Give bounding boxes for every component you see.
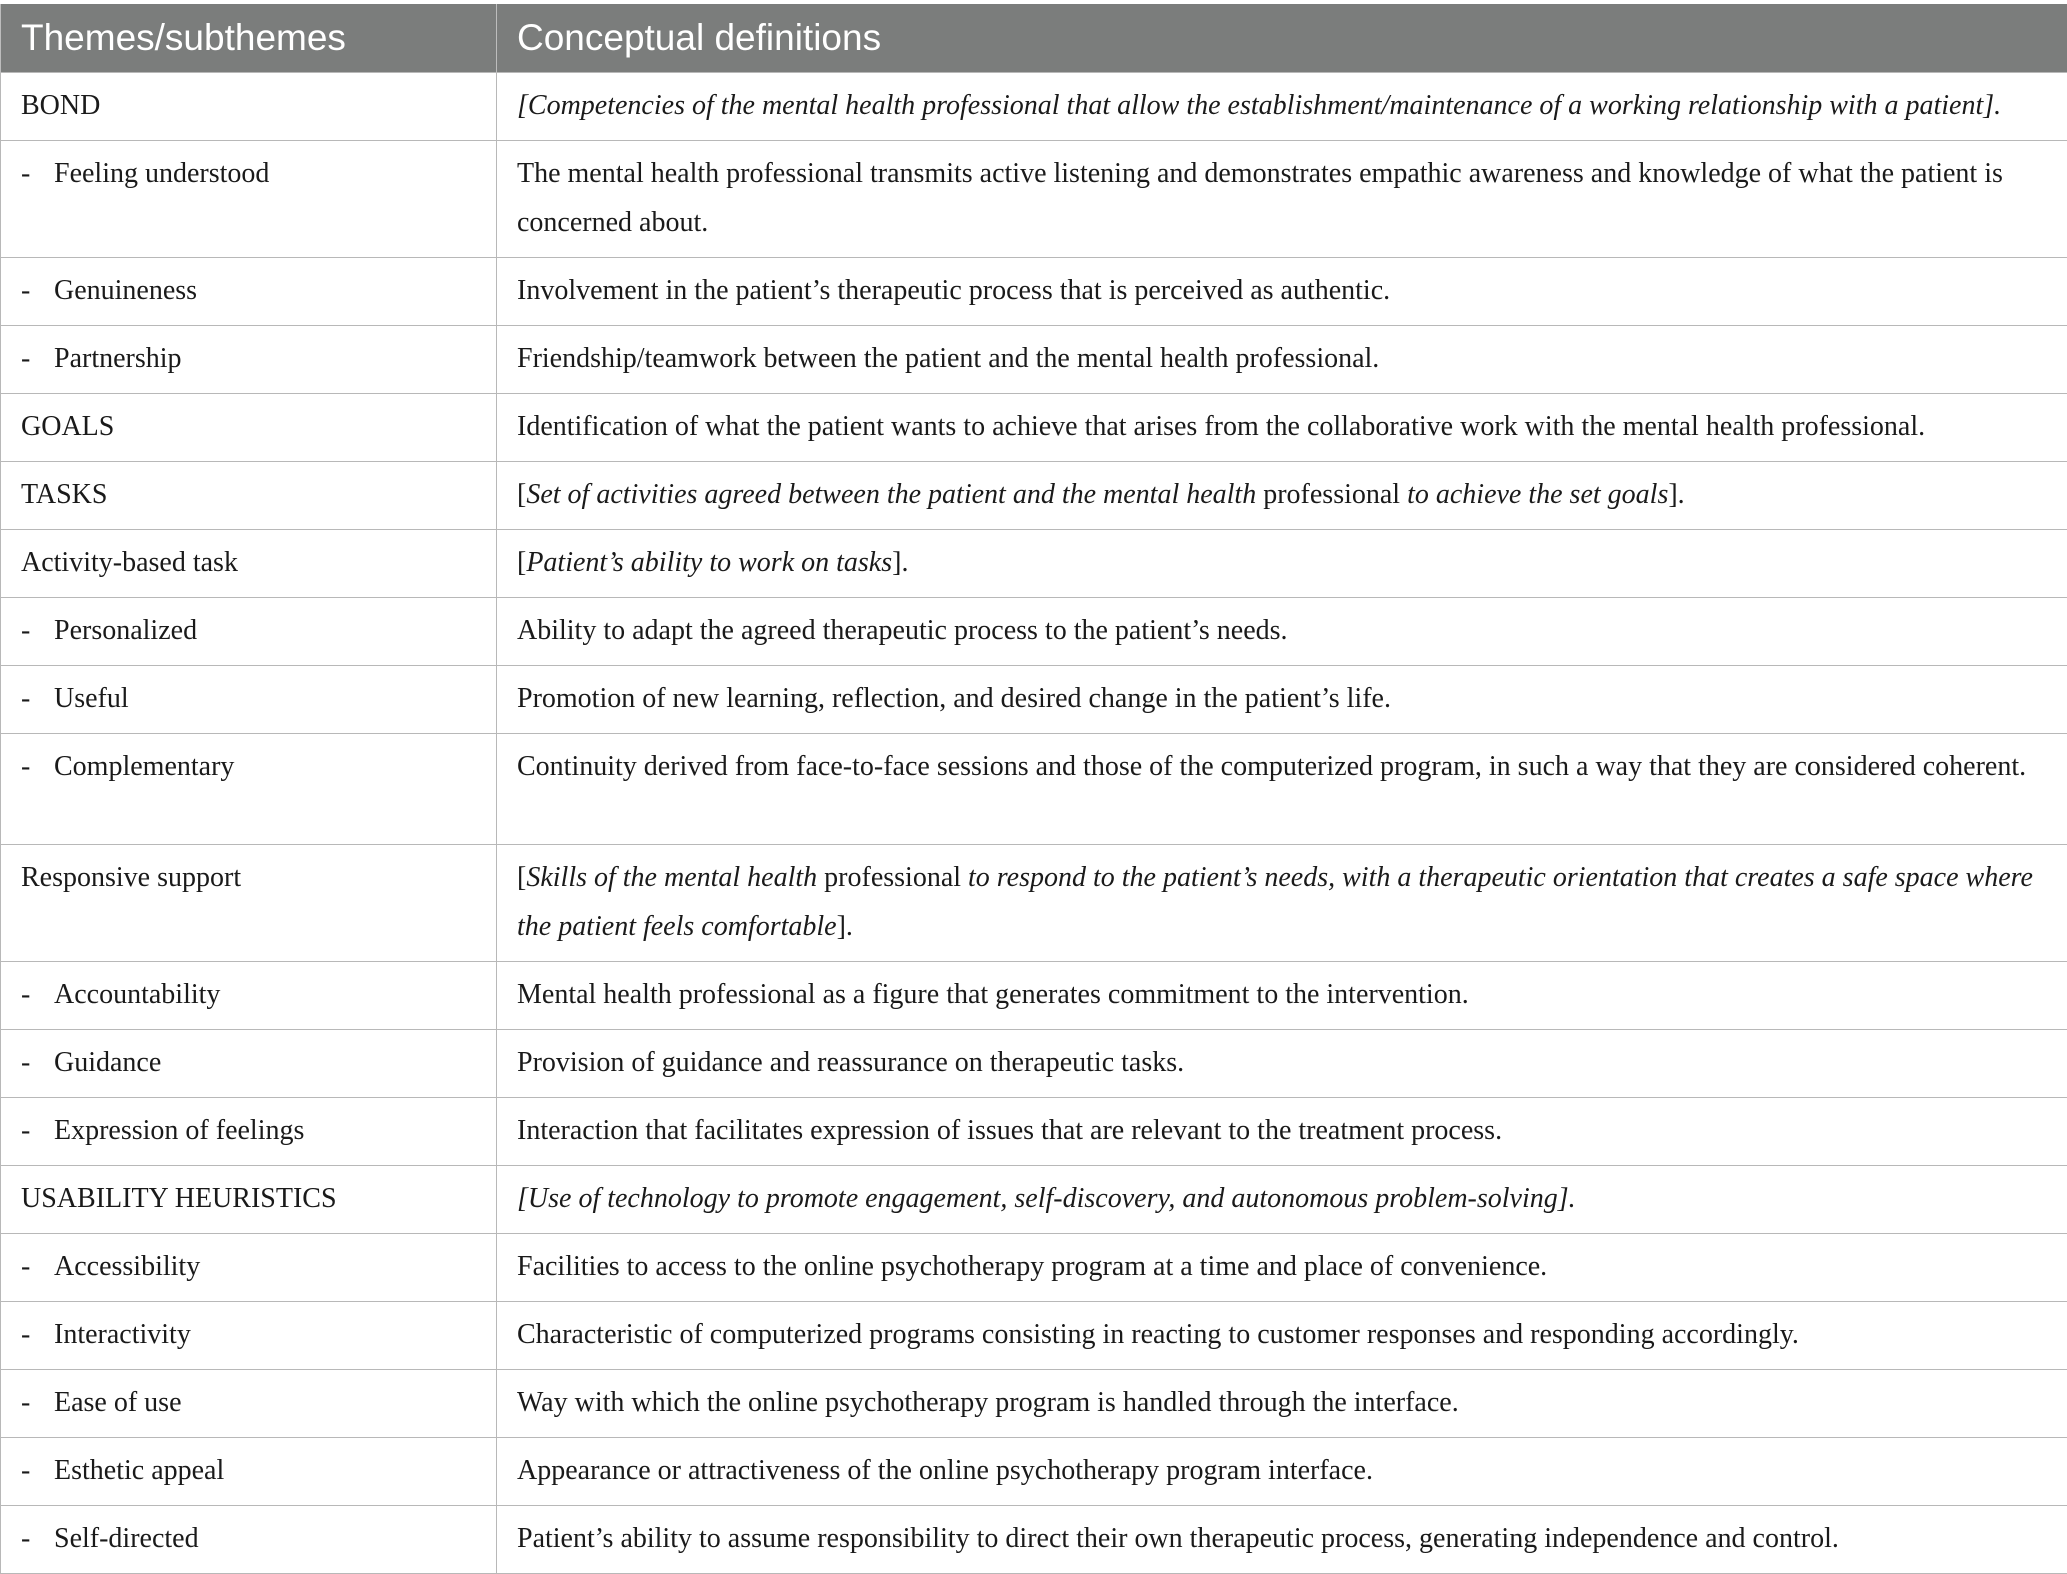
theme-cell xyxy=(1,1098,497,1166)
theme-cell xyxy=(1,394,497,462)
table-row xyxy=(1,1506,2067,1574)
theme-cell xyxy=(1,598,497,666)
subtheme-dash: - xyxy=(21,1378,54,1427)
theme-cell xyxy=(1,1030,497,1098)
definition-cell xyxy=(497,845,2067,962)
theme-label: TASKS xyxy=(21,479,107,510)
definition-cell xyxy=(497,394,2067,462)
subtheme-dash: - xyxy=(21,149,54,198)
theme-cell xyxy=(1,666,497,734)
subtheme-label: Partnership xyxy=(54,343,182,374)
definition-cell xyxy=(497,962,2067,1030)
definition-text: The mental health professional transmits active listening and demonstrates empathic awareness and knowledge of what the patient is concerned about. xyxy=(517,158,2003,238)
subtheme-label: Genuineness xyxy=(54,275,197,306)
theme-cell xyxy=(1,258,497,326)
definition-cell xyxy=(497,1370,2067,1438)
definition-text: to respond to the patient’s needs, with a therapeutic orientation that creates a safe space where the patient feels comfortable xyxy=(517,862,2033,942)
theme-cell xyxy=(1,845,497,962)
definition-cell xyxy=(497,734,2067,845)
theme-cell xyxy=(1,962,497,1030)
definition-text: to achieve the set goals xyxy=(1407,479,1668,510)
table-row xyxy=(1,962,2067,1030)
subtheme-dash: - xyxy=(21,1038,54,1087)
table-row xyxy=(1,1030,2067,1098)
definition-text: Patient’s ability to work on tasks xyxy=(526,547,892,578)
definition-text: [Competencies of the mental health professional that allow the establishment/maintenance of a working relationship with a patient]. xyxy=(517,90,2001,121)
table-row xyxy=(1,530,2067,598)
theme-label: GOALS xyxy=(21,411,114,442)
definition-text: Friendship/teamwork between the patient and the mental health professional. xyxy=(517,343,1379,374)
definition-cell xyxy=(497,1234,2067,1302)
subtheme-label: Interactivity xyxy=(54,1319,191,1350)
subtheme-dash: - xyxy=(21,606,54,655)
theme-cell xyxy=(1,734,497,845)
definition-text: Skills of the mental health xyxy=(526,862,817,893)
subtheme-dash: - xyxy=(21,1310,54,1359)
definition-text: Provision of guidance and reassurance on therapeutic tasks. xyxy=(517,1047,1184,1078)
theme-cell xyxy=(1,1166,497,1234)
table-row xyxy=(1,1370,2067,1438)
definition-text: Promotion of new learning, reflection, and desired change in the patient’s life. xyxy=(517,683,1391,714)
theme-label: BOND xyxy=(21,90,100,121)
header-definitions: Conceptual definitions xyxy=(497,4,2067,73)
header-themes: Themes/subthemes xyxy=(1,4,497,73)
definition-text: [ xyxy=(517,547,526,578)
definition-cell xyxy=(497,1506,2067,1574)
subtheme-label: Accountability xyxy=(54,979,220,1010)
subtheme-label: Ease of use xyxy=(54,1387,182,1418)
subtheme-label: Complementary xyxy=(54,751,234,782)
definition-cell xyxy=(497,1302,2067,1370)
theme-cell xyxy=(1,326,497,394)
definition-cell xyxy=(497,73,2067,141)
definition-cell xyxy=(497,598,2067,666)
subtheme-label: Personalized xyxy=(54,615,197,646)
definition-text: Continuity derived from face-to-face sessions and those of the computerized program, in such a way that they are considered coherent. xyxy=(517,751,2026,782)
subtheme-dash: - xyxy=(21,1514,54,1563)
definition-text: professional xyxy=(1256,479,1407,510)
definition-text: Set of activities agreed between the patient and the mental health xyxy=(526,479,1256,510)
table-row xyxy=(1,326,2067,394)
theme-cell xyxy=(1,1370,497,1438)
subtheme-dash: - xyxy=(21,674,54,723)
subtheme-label: Feeling understood xyxy=(54,158,269,189)
definition-text: ]. xyxy=(837,911,853,942)
definition-text: Patient’s ability to assume responsibility to direct their own therapeutic process, generating independence and control. xyxy=(517,1523,1839,1554)
table-row xyxy=(1,394,2067,462)
definition-text: Appearance or attractiveness of the online psychotherapy program interface. xyxy=(517,1455,1373,1486)
subtheme-label: Expression of feelings xyxy=(54,1115,304,1146)
theme-cell xyxy=(1,1506,497,1574)
header-row xyxy=(1,4,2067,73)
definition-text: Facilities to access to the online psychotherapy program at a time and place of convenience. xyxy=(517,1251,1547,1282)
definition-cell xyxy=(497,326,2067,394)
table-row xyxy=(1,666,2067,734)
table-row xyxy=(1,462,2067,530)
table-row xyxy=(1,845,2067,962)
subtheme-dash: - xyxy=(21,742,54,791)
theme-cell xyxy=(1,530,497,598)
definition-cell xyxy=(497,1030,2067,1098)
subtheme-label: Esthetic appeal xyxy=(54,1455,224,1486)
theme-cell xyxy=(1,73,497,141)
subtheme-label: Self-directed xyxy=(54,1523,199,1554)
definition-cell xyxy=(497,1166,2067,1234)
theme-cell xyxy=(1,141,497,258)
table-row xyxy=(1,1166,2067,1234)
table-body xyxy=(1,73,2067,1574)
table-row xyxy=(1,598,2067,666)
definition-cell xyxy=(497,141,2067,258)
table-row xyxy=(1,1302,2067,1370)
subtheme-dash: - xyxy=(21,334,54,383)
theme-cell xyxy=(1,1302,497,1370)
definition-text: Mental health professional as a figure that generates commitment to the intervention. xyxy=(517,979,1469,1010)
table-row xyxy=(1,141,2067,258)
definition-text: [ xyxy=(517,479,526,510)
definition-text: Involvement in the patient’s therapeutic process that is perceived as authentic. xyxy=(517,275,1390,306)
definition-cell xyxy=(497,462,2067,530)
definition-text: [Use of technology to promote engagement, self-discovery, and autonomous problem-solving]. xyxy=(517,1183,1576,1214)
definition-text: Ability to adapt the agreed therapeutic process to the patient’s needs. xyxy=(517,615,1288,646)
table-row xyxy=(1,73,2067,141)
definition-cell xyxy=(497,1098,2067,1166)
table-row xyxy=(1,1234,2067,1302)
definition-text: Interaction that facilitates expression of issues that are relevant to the treatment process. xyxy=(517,1115,1502,1146)
subtheme-label: Guidance xyxy=(54,1047,161,1078)
theme-cell xyxy=(1,462,497,530)
subtheme-dash: - xyxy=(21,970,54,1019)
definition-text: professional xyxy=(817,862,968,893)
definition-text: Identification of what the patient wants to achieve that arises from the collaborative work with the mental health professional. xyxy=(517,411,1925,442)
definition-cell xyxy=(497,258,2067,326)
table-header xyxy=(1,4,2067,73)
subtheme-dash: - xyxy=(21,266,54,315)
theme-cell xyxy=(1,1234,497,1302)
subtheme-label: Useful xyxy=(54,683,129,714)
theme-label: USABILITY HEURISTICS xyxy=(21,1183,337,1214)
definition-cell xyxy=(497,666,2067,734)
table-row xyxy=(1,258,2067,326)
theme-label: Responsive support xyxy=(21,862,241,893)
definitions-table-wrapper xyxy=(0,4,2067,1574)
definition-cell xyxy=(497,1438,2067,1506)
themes-definitions-table xyxy=(0,4,2067,1574)
subtheme-label: Accessibility xyxy=(54,1251,200,1282)
theme-cell xyxy=(1,1438,497,1506)
definition-text: ]. xyxy=(892,547,908,578)
table-row xyxy=(1,1098,2067,1166)
definition-text: ]. xyxy=(1668,479,1684,510)
subtheme-dash: - xyxy=(21,1242,54,1291)
subtheme-dash: - xyxy=(21,1106,54,1155)
subtheme-dash: - xyxy=(21,1446,54,1495)
table-row xyxy=(1,1438,2067,1506)
table-row xyxy=(1,734,2067,845)
definition-text: [ xyxy=(517,862,526,893)
definition-text: Characteristic of computerized programs consisting in reacting to customer responses and responding accordingly. xyxy=(517,1319,1799,1350)
theme-label: Activity-based task xyxy=(21,547,238,578)
definition-text: Way with which the online psychotherapy program is handled through the interface. xyxy=(517,1387,1459,1418)
definition-cell xyxy=(497,530,2067,598)
